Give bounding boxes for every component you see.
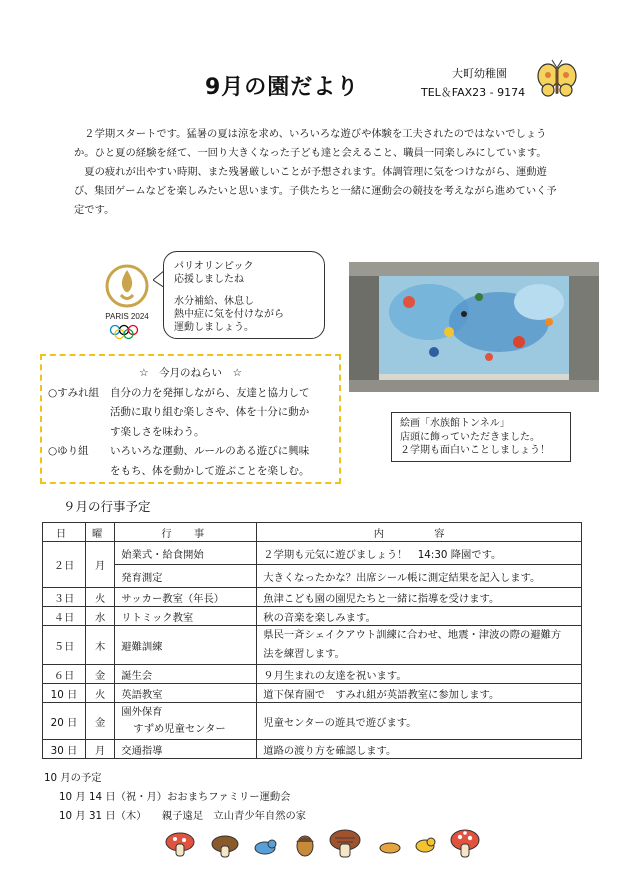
bubble-line: 応援しましたね — [174, 274, 244, 285]
october-item: 10 月 14 日（祝・月）おおまちファミリー運動会 — [59, 791, 291, 803]
event-line: 園外保育 — [121, 706, 163, 718]
table-header-row — [43, 523, 582, 542]
dow-cell: 水 — [86, 607, 115, 626]
detail-cell: 大きくなったかな？出席シール帳に測定結果を記入します。 — [257, 565, 582, 588]
october-plans — [44, 769, 306, 826]
day-cell: 10 日 — [43, 684, 86, 703]
intro-paragraph-1: ２学期スタートです。猛暑の夏は涼を求め、いろいろな遊びや体験を工夫されたのではないでしょうか。ひと夏の経験を経て、一回り大きくなった子ども達と会えること、職員一同楽しみにしています。 — [74, 128, 547, 159]
october-item: 10 月 31 日（木） 親子遠足 立山青少年自然の家 — [59, 810, 307, 822]
paris-2024-logo — [92, 262, 162, 340]
aims-text: 活動に取り組む楽しさや、体を十分に動か — [110, 406, 310, 418]
dow-cell: 金 — [86, 703, 115, 740]
table-row — [43, 565, 582, 588]
day-cell: ２日 — [43, 542, 86, 588]
bubble-line: パリオリンピック — [174, 261, 254, 272]
detail-cell: 道下保育園で すみれ組が英語教室に参加します。 — [257, 684, 582, 703]
aims-text: 自分の力を発揮しながら、友達と協力して — [110, 386, 310, 399]
detail-cell: 道路の渡り方を確認します。 — [257, 740, 582, 759]
day-cell: ５日 — [43, 626, 86, 665]
header-event: 行 事 — [115, 523, 257, 542]
event-cell: 始業式・給食開始 — [115, 542, 257, 565]
caption-line: ２学期も面白いことしましょう！ — [400, 445, 550, 456]
mushroom-icon — [212, 836, 238, 857]
mural-photo — [349, 262, 599, 392]
leaf-icon — [380, 843, 400, 853]
detail-cell: 魚津こども園の園児たちと一緒に指導を受けます。 — [257, 588, 582, 607]
bubble-line: 水分補給、休息し — [174, 296, 254, 307]
day-cell: 30 日 — [43, 740, 86, 759]
dow-cell: 月 — [86, 740, 115, 759]
event-cell: 避難訓練 — [115, 626, 257, 665]
table-row — [43, 684, 582, 703]
monthly-aims-box — [40, 354, 341, 484]
detail-cell: ２学期も元気に遊びましょう！ 14:30 降園です。 — [257, 542, 582, 565]
school-name: 大町幼稚園 — [452, 67, 507, 80]
olympic-flame-icon — [92, 262, 162, 340]
dow-cell: 木 — [86, 626, 115, 665]
detail-cell — [257, 626, 582, 665]
detail-cell: ９月生まれの友達を祝います。 — [257, 665, 582, 684]
school-phone: TEL＆FAX23 - 9174 — [421, 86, 526, 99]
intro-text — [74, 125, 559, 220]
header-day: 日 — [43, 523, 86, 542]
header-dow: 曜 — [86, 523, 115, 542]
day-cell: ６日 — [43, 665, 86, 684]
dow-cell: 火 — [86, 684, 115, 703]
aims-heading: ☆ 今月のねらい ☆ — [139, 367, 242, 379]
logo-text: PARIS 2024 — [105, 312, 149, 321]
acorn-icon — [296, 836, 314, 856]
aims-text: いろいろな運動、ルールのある遊びに興味 — [110, 445, 310, 457]
event-cell: リトミック教室 — [115, 607, 257, 626]
bird-icon — [255, 840, 276, 854]
aims-text: をもち、体を動かして遊ぶことを楽しむ。 — [110, 464, 310, 477]
mushroom-icon — [451, 830, 479, 857]
dow-cell: 月 — [86, 542, 115, 588]
bird-icon — [416, 838, 435, 852]
aims-group-label: ○すみれ組 — [48, 386, 100, 399]
table-row — [43, 740, 582, 759]
event-cell: 交通指導 — [115, 740, 257, 759]
event-cell — [115, 703, 257, 740]
october-title: 10 月の予定 — [44, 772, 102, 784]
aims-text: す楽しさを味わう。 — [110, 425, 205, 438]
schedule-title: ９月の行事予定 — [63, 499, 151, 514]
event-cell: 発育測定 — [115, 565, 257, 588]
mural-caption — [391, 412, 571, 462]
detail-line: 法を練習します。 — [263, 648, 345, 660]
page-title: 9月の園だより — [205, 75, 360, 100]
header-detail: 内 容 — [257, 523, 582, 542]
day-cell: 20 日 — [43, 703, 86, 740]
mushroom-icon — [166, 833, 194, 856]
intro-paragraph-2: 夏の疲れが出やすい時期、また残暑厳しいことが予想されます。体調管理に気をつけながら、運動遊び、集団ゲームなどを楽しみたいと思います。子供たちと一緒に運動会の競技を考えながら進めていく予定です。 — [74, 166, 557, 216]
caption-line: 店頭に飾っていただきました。 — [400, 431, 540, 443]
day-cell: ４日 — [43, 607, 86, 626]
schedule-table — [42, 522, 582, 759]
day-cell: ３日 — [43, 588, 86, 607]
dow-cell: 火 — [86, 588, 115, 607]
table-row — [43, 588, 582, 607]
caption-line: 絵画「水族館トンネル」 — [400, 418, 510, 429]
event-cell: サッカー教室（年長） — [115, 588, 257, 607]
bubble-line: 熱中症に気を付けながら — [174, 309, 284, 320]
aims-group-label: ○ゆり組 — [48, 445, 89, 457]
event-line: すずめ児童センター — [133, 723, 226, 735]
aims-item-yuri — [48, 442, 333, 462]
table-row — [43, 626, 582, 665]
table-row — [43, 703, 582, 740]
event-cell: 誕生会 — [115, 665, 257, 684]
detail-cell: 秋の音楽を楽しみます。 — [257, 607, 582, 626]
speech-bubble — [163, 251, 325, 339]
mushroom-icon — [330, 830, 360, 857]
butterfly-icon — [536, 58, 578, 100]
detail-line: 県民一斉シェイクアウト訓練に合わせ、地震・津波の際の避難方 — [263, 629, 562, 641]
dow-cell: 金 — [86, 665, 115, 684]
table-row — [43, 607, 582, 626]
detail-cell: 児童センターの遊具で遊びます。 — [257, 703, 582, 740]
event-cell: 英語教室 — [115, 684, 257, 703]
bubble-line: 運動しましょう。 — [174, 322, 254, 333]
table-row — [43, 542, 582, 565]
decorative-mushrooms — [150, 822, 490, 862]
table-row — [43, 665, 582, 684]
aims-item-sumire — [48, 384, 333, 404]
